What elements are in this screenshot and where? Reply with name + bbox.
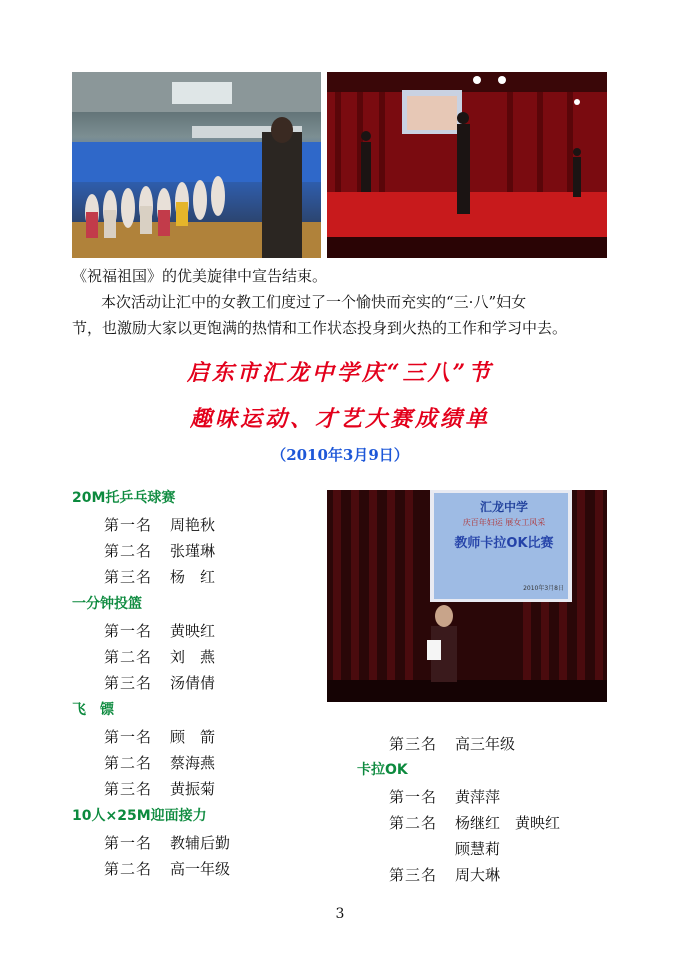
slide-line-3: 教师卡拉OK比赛 — [454, 536, 554, 551]
stage-performance-photo — [327, 72, 607, 258]
section-basketball: 一分钟投篮 — [72, 596, 142, 612]
section-darts: 飞 镖 — [72, 702, 114, 718]
result-row: 第三名 杨 红 — [104, 568, 216, 586]
paragraph-line-1: 本次活动让汇中的女教工们度过了一个愉快而充实的“三·八”妇女 — [101, 293, 527, 311]
section-karaoke: 卡拉OK — [357, 762, 408, 778]
paragraph-line-2: 节，也激励大家以更饱满的热情和工作状态投身到火热的工作和学习中去。 — [72, 319, 568, 337]
date-line: （2010年3月9日） — [271, 446, 409, 464]
result-row: 第一名 周艳秋 — [104, 516, 216, 534]
result-row: 第一名 黄映红 — [104, 622, 216, 640]
top-caption: 《祝福祖国》的优美旋律中宣告结束。 — [72, 267, 328, 285]
slide-text — [434, 492, 574, 592]
result-row: 第三名 汤倩倩 — [104, 674, 216, 692]
slide-line-4: 2010年3月8日 — [523, 585, 564, 592]
result-row: 第二名 蔡海燕 — [104, 754, 216, 772]
page-number: 3 — [335, 906, 345, 922]
slide-line-2: 庆百年妇运 展女工风采 — [462, 518, 546, 527]
result-row: 第一名 顾 箭 — [104, 728, 216, 746]
result-row: 第一名 黄萍萍 — [389, 788, 501, 806]
result-row: 第一名 教辅后勤 — [104, 834, 231, 852]
gym-group-photo — [72, 72, 321, 258]
result-row: 第二名 高一年级 — [104, 860, 231, 878]
page-title-line-1: 启东市汇龙中学庆“三八”节 — [186, 360, 494, 386]
section-pingpong: 20M托乒乓球赛 — [72, 490, 176, 506]
section-relay: 10人×25M迎面接力 — [72, 808, 207, 824]
result-row: 第二名 杨继红 黄映红 — [389, 814, 561, 832]
slide-line-1: 汇龙中学 — [479, 500, 528, 514]
result-row: 第二名 刘 燕 — [104, 648, 216, 666]
result-row: 第二名 张瑾琳 — [104, 542, 216, 560]
result-row: 第三名 高三年级 — [389, 735, 516, 753]
result-row: 第三名 周大琳 — [389, 866, 501, 884]
result-row: 顾慧莉 — [455, 840, 501, 858]
result-row: 第三名 黄振菊 — [104, 780, 216, 798]
page-title-line-2: 趣味运动、才艺大赛成绩单 — [189, 406, 490, 432]
